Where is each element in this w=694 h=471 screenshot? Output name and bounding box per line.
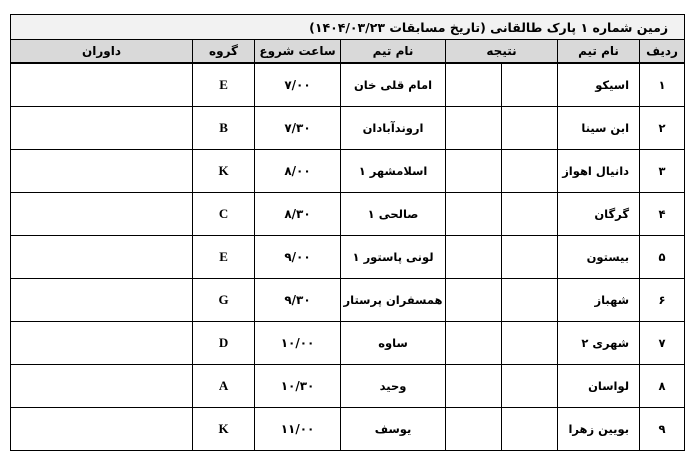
group-cell: K [193, 408, 255, 451]
start-time-cell: ۱۰/۳۰ [255, 365, 341, 408]
header-team: نام تیم [558, 40, 640, 64]
team-name-cell: بویین زهرا [558, 408, 640, 451]
referees-cell [11, 107, 193, 150]
group-cell: K [193, 150, 255, 193]
start-time-cell: ۸/۰۰ [255, 150, 341, 193]
opponent-name-cell: صالحی ۱ [341, 193, 446, 236]
table-row [11, 63, 685, 107]
team-name-cell: اسیکو [558, 63, 640, 107]
result-cell [502, 193, 558, 236]
header-referees: داوران [11, 40, 193, 64]
row-number-cell: ۲ [640, 107, 685, 150]
opponent-name-cell: ساوه [341, 322, 446, 365]
start-time-cell: ۹/۳۰ [255, 279, 341, 322]
result-cell [502, 63, 558, 107]
group-cell: C [193, 193, 255, 236]
start-time-cell: ۱۱/۰۰ [255, 408, 341, 451]
referees-cell [11, 365, 193, 408]
header-result: نتیجه [446, 40, 558, 64]
table-title: زمین شماره ۱ پارک طالقانی (تاریخ مسابقات ۱۴۰۴/۰۳/۲۳) [11, 15, 685, 40]
result-cell [502, 236, 558, 279]
header-row-no: ردیف [640, 40, 685, 64]
start-time-cell: ۷/۰۰ [255, 63, 341, 107]
referees-cell [11, 322, 193, 365]
group-cell: G [193, 279, 255, 322]
row-number-cell: ۶ [640, 279, 685, 322]
result-cell [502, 150, 558, 193]
schedule-table [10, 14, 685, 451]
header-group: گروه [193, 40, 255, 64]
referees-cell [11, 408, 193, 451]
opponent-name-cell: اسلامشهر ۱ [341, 150, 446, 193]
result-cell [446, 365, 502, 408]
opponent-name-cell: اروندآبادان [341, 107, 446, 150]
row-number-cell: ۱ [640, 63, 685, 107]
result-cell [446, 236, 502, 279]
table-row [11, 107, 685, 150]
result-cell [446, 322, 502, 365]
result-cell [502, 408, 558, 451]
table-row [11, 408, 685, 451]
start-time-cell: ۹/۰۰ [255, 236, 341, 279]
opponent-name-cell: امام قلی خان [341, 63, 446, 107]
team-name-cell: لواسان [558, 365, 640, 408]
team-name-cell: شهباز [558, 279, 640, 322]
group-cell: E [193, 63, 255, 107]
referees-cell [11, 150, 193, 193]
result-cell [502, 365, 558, 408]
referees-cell [11, 279, 193, 322]
referees-cell [11, 193, 193, 236]
row-number-cell: ۸ [640, 365, 685, 408]
result-cell [446, 150, 502, 193]
row-number-cell: ۳ [640, 150, 685, 193]
result-cell [446, 408, 502, 451]
row-number-cell: ۹ [640, 408, 685, 451]
result-cell [502, 107, 558, 150]
referees-cell [11, 236, 193, 279]
table-row [11, 150, 685, 193]
table-row [11, 279, 685, 322]
opponent-name-cell: همسفران پرستار [341, 279, 446, 322]
group-cell: E [193, 236, 255, 279]
group-cell: A [193, 365, 255, 408]
result-cell [502, 322, 558, 365]
opponent-name-cell: لونی پاستور ۱ [341, 236, 446, 279]
start-time-cell: ۱۰/۰۰ [255, 322, 341, 365]
table-row [11, 322, 685, 365]
referees-cell [11, 63, 193, 107]
table-row [11, 365, 685, 408]
result-cell [446, 107, 502, 150]
start-time-cell: ۷/۳۰ [255, 107, 341, 150]
team-name-cell: شهری ۲ [558, 322, 640, 365]
row-number-cell: ۴ [640, 193, 685, 236]
row-number-cell: ۷ [640, 322, 685, 365]
team-name-cell: ابن سینا [558, 107, 640, 150]
start-time-cell: ۸/۳۰ [255, 193, 341, 236]
opponent-name-cell: یوسف [341, 408, 446, 451]
row-number-cell: ۵ [640, 236, 685, 279]
team-name-cell: بیستون [558, 236, 640, 279]
result-cell [446, 193, 502, 236]
table-row [11, 236, 685, 279]
result-cell [446, 279, 502, 322]
team-name-cell: دانیال اهواز [558, 150, 640, 193]
header-opponent: نام تیم [341, 40, 446, 64]
opponent-name-cell: وحید [341, 365, 446, 408]
group-cell: D [193, 322, 255, 365]
result-cell [446, 63, 502, 107]
schedule-rows [11, 63, 685, 451]
group-cell: B [193, 107, 255, 150]
header-start-time: ساعت شروع [255, 40, 341, 64]
team-name-cell: گرگان [558, 193, 640, 236]
result-cell [502, 279, 558, 322]
table-row [11, 193, 685, 236]
